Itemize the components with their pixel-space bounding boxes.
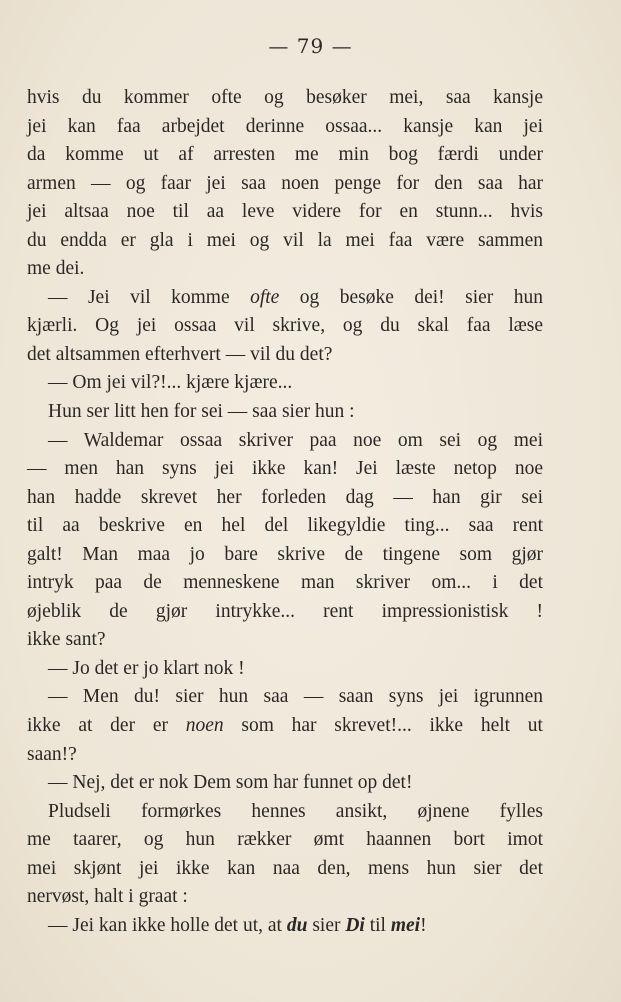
text-line: øjeblik de gjør intrykke... rent impressionistisk ! — [27, 600, 543, 622]
text-line: til aa beskrive en hel del likegyldie ting... saa rent — [27, 515, 543, 537]
text-line: Pludseli formørkes hennes ansikt, øjnene fylles — [48, 800, 543, 822]
text-line: me taarer, og hun rækker ømt haannen bort imot — [27, 829, 543, 851]
text-line: saan!? — [27, 743, 77, 765]
text-line — [27, 284, 543, 313]
text-line: — Nej, det er nok Dem som har funnet op det! — [48, 772, 413, 794]
text-segment: — Jei vil komme — [48, 286, 251, 308]
text-segment: som har skrevet!... ikke helt ut — [223, 715, 543, 737]
text-segment: og besøke dei! sier hun — [279, 286, 543, 308]
text-line: — Men du! sier hun saa — saan syns jei igrunnen — [48, 686, 543, 708]
text-segment: ! — [420, 914, 427, 936]
text-line: mei skjønt jei ikke kan naa den, mens hun sier det — [27, 857, 543, 879]
text-segment: til — [364, 914, 391, 936]
text-line: jei altsaa noe til aa leve videre for en stunn... hvis — [27, 201, 543, 223]
emphasis-text: du — [286, 914, 308, 936]
text-line: intryk paa de menneskene man skriver om... i det — [27, 572, 543, 594]
emphasis-text: mei — [390, 914, 421, 936]
page-number: — 79 — — [268, 34, 353, 58]
text-line: — Om jei vil?!... kjære kjære... — [48, 372, 293, 394]
emphasis-text: ofte — [250, 286, 280, 308]
text-line: — Waldemar ossaa skriver paa noe om sei og mei — [48, 429, 543, 451]
text-line: hvis du kommer ofte og besøker mei, saa kansje — [27, 87, 543, 108]
text-line: galt! Man maa jo bare skrive de tingene som gjør — [27, 543, 543, 565]
text-line: det altsammen efterhvert — vil du det? — [27, 343, 333, 365]
text-segment: — Jei kan ikke holle det ut, at — [48, 914, 287, 936]
body-text — [27, 84, 543, 940]
text-segment: ikke at der er — [27, 715, 186, 737]
text-line: armen — og faar jei saa noen penge for den saa har — [27, 172, 543, 194]
text-line: da komme ut af arresten me min bog færdi under — [27, 144, 543, 166]
emphasis-text: Di — [345, 914, 365, 936]
text-line: Hun ser litt hen for sei — saa sier hun : — [48, 401, 355, 423]
text-line — [27, 712, 543, 741]
text-line: — men han syns jei ikke kan! Jei læste netop noe — [27, 458, 543, 480]
text-line: kjærli. Og jei ossaa vil skrive, og du skal faa læse — [27, 315, 543, 337]
text-line: me dei. — [27, 258, 85, 280]
text-line: ikke sant? — [27, 629, 106, 651]
text-line — [27, 912, 543, 941]
text-line: nervøst, halt i graat : — [27, 886, 188, 908]
text-line: han hadde skrevet her forleden dag — han gir sei — [27, 486, 543, 508]
emphasis-text: noen — [185, 715, 224, 737]
text-segment: sier — [307, 914, 346, 936]
text-line: jei kan faa arbejdet derinne ossaa... kansje kan jei — [27, 115, 543, 137]
text-line: — Jo det er jo klart nok ! — [48, 657, 245, 679]
text-line: du endda er gla i mei og vil la mei faa være sammen — [27, 229, 543, 251]
